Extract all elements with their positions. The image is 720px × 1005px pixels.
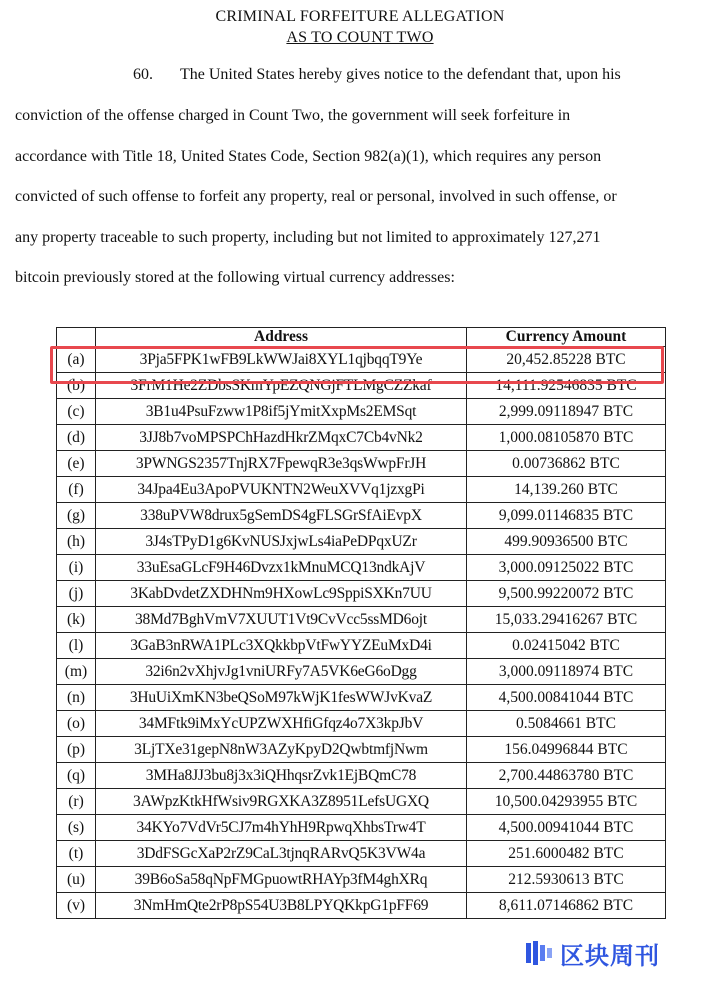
table-row [57, 477, 666, 503]
row-address: 3LjTXe31gepN8nW3AZyKpyD2QwbtmfjNwm [96, 737, 467, 763]
table-row [57, 815, 666, 841]
row-label: (e) [57, 451, 96, 477]
row-label: (j) [57, 581, 96, 607]
table-row [57, 867, 666, 893]
table-row [57, 763, 666, 789]
watermark [524, 936, 660, 970]
row-label: (t) [57, 841, 96, 867]
row-amount: 9,099.01146835 BTC [467, 503, 666, 529]
row-address: 34Jpa4Eu3ApoPVUKNTN2WeuXVVq1jzxgPi [96, 477, 467, 503]
row-address: 34MFtk9iMxYcUPZWXHfiGfqz4o7X3kpJbV [96, 711, 467, 737]
row-label: (i) [57, 555, 96, 581]
row-label: (o) [57, 711, 96, 737]
table-row [57, 581, 666, 607]
paragraph-line-5: any property traceable to such property, including but not limited to approximately 127,271 [15, 229, 601, 246]
row-address: 39B6oSa58qNpFMGpuowtRHAYp3fM4ghXRq [96, 867, 467, 893]
highlight-box [50, 346, 664, 384]
table-row [57, 529, 666, 555]
table-row [57, 633, 666, 659]
row-amount: 0.5084661 BTC [467, 711, 666, 737]
row-amount: 14,139.260 BTC [467, 477, 666, 503]
row-label: (v) [57, 893, 96, 919]
row-label: (b) [57, 373, 96, 399]
row-address: 3Pja5FPK1wFB9LkWWJai8XYL1qjbqqT9Ye [96, 347, 467, 373]
row-amount: 9,500.99220072 BTC [467, 581, 666, 607]
row-address: 3PWNGS2357TnjRX7FpewqR3e3qsWwpFrJH [96, 451, 467, 477]
row-amount: 212.5930613 BTC [467, 867, 666, 893]
table-row [57, 399, 666, 425]
row-amount: 0.02415042 BTC [467, 633, 666, 659]
table-row [57, 659, 666, 685]
table-row [57, 451, 666, 477]
row-address: 3NmHmQte2rP8pS54U3B8LPYQKkpG1pFF69 [96, 893, 467, 919]
row-address: 3J4sTPyD1g6KvNUSJxjwLs4iaPeDPqxUZr [96, 529, 467, 555]
watermark-text: 区块周刊 [560, 936, 660, 971]
paragraph-line-2: conviction of the offense charged in Count Two, the government will seek forfeiture in [15, 107, 571, 124]
row-amount: 10,500.04293955 BTC [467, 789, 666, 815]
row-label: (g) [57, 503, 96, 529]
paragraph-line-4: convicted of such offense to forfeit any property, real or personal, involved in such offense, or [15, 188, 617, 205]
row-amount: 251.6000482 BTC [467, 841, 666, 867]
paragraph-line-3: accordance with Title 18, United States Code, Section 982(a)(1), which requires any person [15, 148, 602, 165]
row-address: 3MHa8JJ3bu8j3x3iQHhqsrZvk1EjBQmC78 [96, 763, 467, 789]
row-label: (p) [57, 737, 96, 763]
row-amount: 2,999.09118947 BTC [467, 399, 666, 425]
row-label: (f) [57, 477, 96, 503]
row-amount: 4,500.00841044 BTC [467, 685, 666, 711]
row-label: (c) [57, 399, 96, 425]
row-address: 33uEsaGLcF9H46Dvzx1kMnuMCQ13ndkAjV [96, 555, 467, 581]
row-amount: 2,700.44863780 BTC [467, 763, 666, 789]
table-row [57, 789, 666, 815]
row-amount: 1,000.08105870 BTC [467, 425, 666, 451]
table-row [57, 737, 666, 763]
paragraph-line-1: The United States hereby gives notice to the defendant that, upon his [180, 66, 621, 83]
row-amount: 14,111.92546835 BTC [467, 373, 666, 399]
row-address: 3FrM1He2ZDbsSKmYpEZQNGjFTLMgCZZkaf [96, 373, 467, 399]
paragraph-line-6: bitcoin previously stored at the following virtual currency addresses: [15, 269, 455, 286]
row-address: 3JJ8b7voMPSPChHazdHkrZMqxC7Cb4vNk2 [96, 425, 467, 451]
row-address: 34KYo7VdVr5CJ7m4hYhH9RpwqXhbsTrw4T [96, 815, 467, 841]
table-row [57, 503, 666, 529]
section-title: CRIMINAL FORFEITURE ALLEGATION [215, 8, 505, 25]
table-row [57, 841, 666, 867]
row-amount: 499.90936500 BTC [467, 529, 666, 555]
row-address: 3DdFSGcXaP2rZ9CaL3tjnqRARvQ5K3VW4a [96, 841, 467, 867]
row-label: (l) [57, 633, 96, 659]
row-address: 3KabDvdetZXDHNm9HXowLc9SppiSXKn7UU [96, 581, 467, 607]
row-label: (q) [57, 763, 96, 789]
row-amount: 156.04996844 BTC [467, 737, 666, 763]
row-amount: 4,500.00941044 BTC [467, 815, 666, 841]
row-label: (n) [57, 685, 96, 711]
row-amount: 0.00736862 BTC [467, 451, 666, 477]
row-label: (u) [57, 867, 96, 893]
row-amount: 20,452.85228 BTC [467, 347, 666, 373]
row-address: 338uPVW8drux5gSemDS4gFLSGrSfAiEvpX [96, 503, 467, 529]
header-address: Address [96, 328, 467, 347]
table-row [57, 607, 666, 633]
table-row [57, 893, 666, 919]
row-address: 3HuUiXmKN3beQSoM97kWjK1fesWWJvKvaZ [96, 685, 467, 711]
watermark-logo-icon [524, 939, 556, 967]
row-label: (s) [57, 815, 96, 841]
table-body [57, 347, 666, 919]
row-label: (k) [57, 607, 96, 633]
table-header-row [57, 328, 666, 347]
row-address: 3B1u4PsuFzww1P8if5jYmitXxpMs2EMSqt [96, 399, 467, 425]
table-row [57, 711, 666, 737]
row-label: (m) [57, 659, 96, 685]
row-label: (r) [57, 789, 96, 815]
header-amount: Currency Amount [467, 328, 666, 347]
row-label: (d) [57, 425, 96, 451]
row-amount: 15,033.29416267 BTC [467, 607, 666, 633]
row-address: 3AWpzKtkHfWsiv9RGXKA3Z8951LefsUGXQ [96, 789, 467, 815]
address-table [56, 327, 666, 919]
row-amount: 3,000.09118974 BTC [467, 659, 666, 685]
row-amount: 3,000.09125022 BTC [467, 555, 666, 581]
row-address: 3GaB3nRWA1PLc3XQkkbpVtFwYYZEuMxD4i [96, 633, 467, 659]
row-label: (a) [57, 347, 96, 373]
table-row [57, 425, 666, 451]
table-row [57, 555, 666, 581]
row-address: 32i6n2vXhjvJg1vniURFy7A5VK6eG6oDgg [96, 659, 467, 685]
header-label [57, 328, 96, 347]
section-subtitle: AS TO COUNT TWO [286, 29, 434, 46]
row-address: 38Md7BghVmV7XUUT1Vt9CvVcc5ssMD6ojt [96, 607, 467, 633]
row-label: (h) [57, 529, 96, 555]
paragraph-number: 60. [133, 66, 153, 83]
row-amount: 8,611.07146862 BTC [467, 893, 666, 919]
table-row [57, 685, 666, 711]
